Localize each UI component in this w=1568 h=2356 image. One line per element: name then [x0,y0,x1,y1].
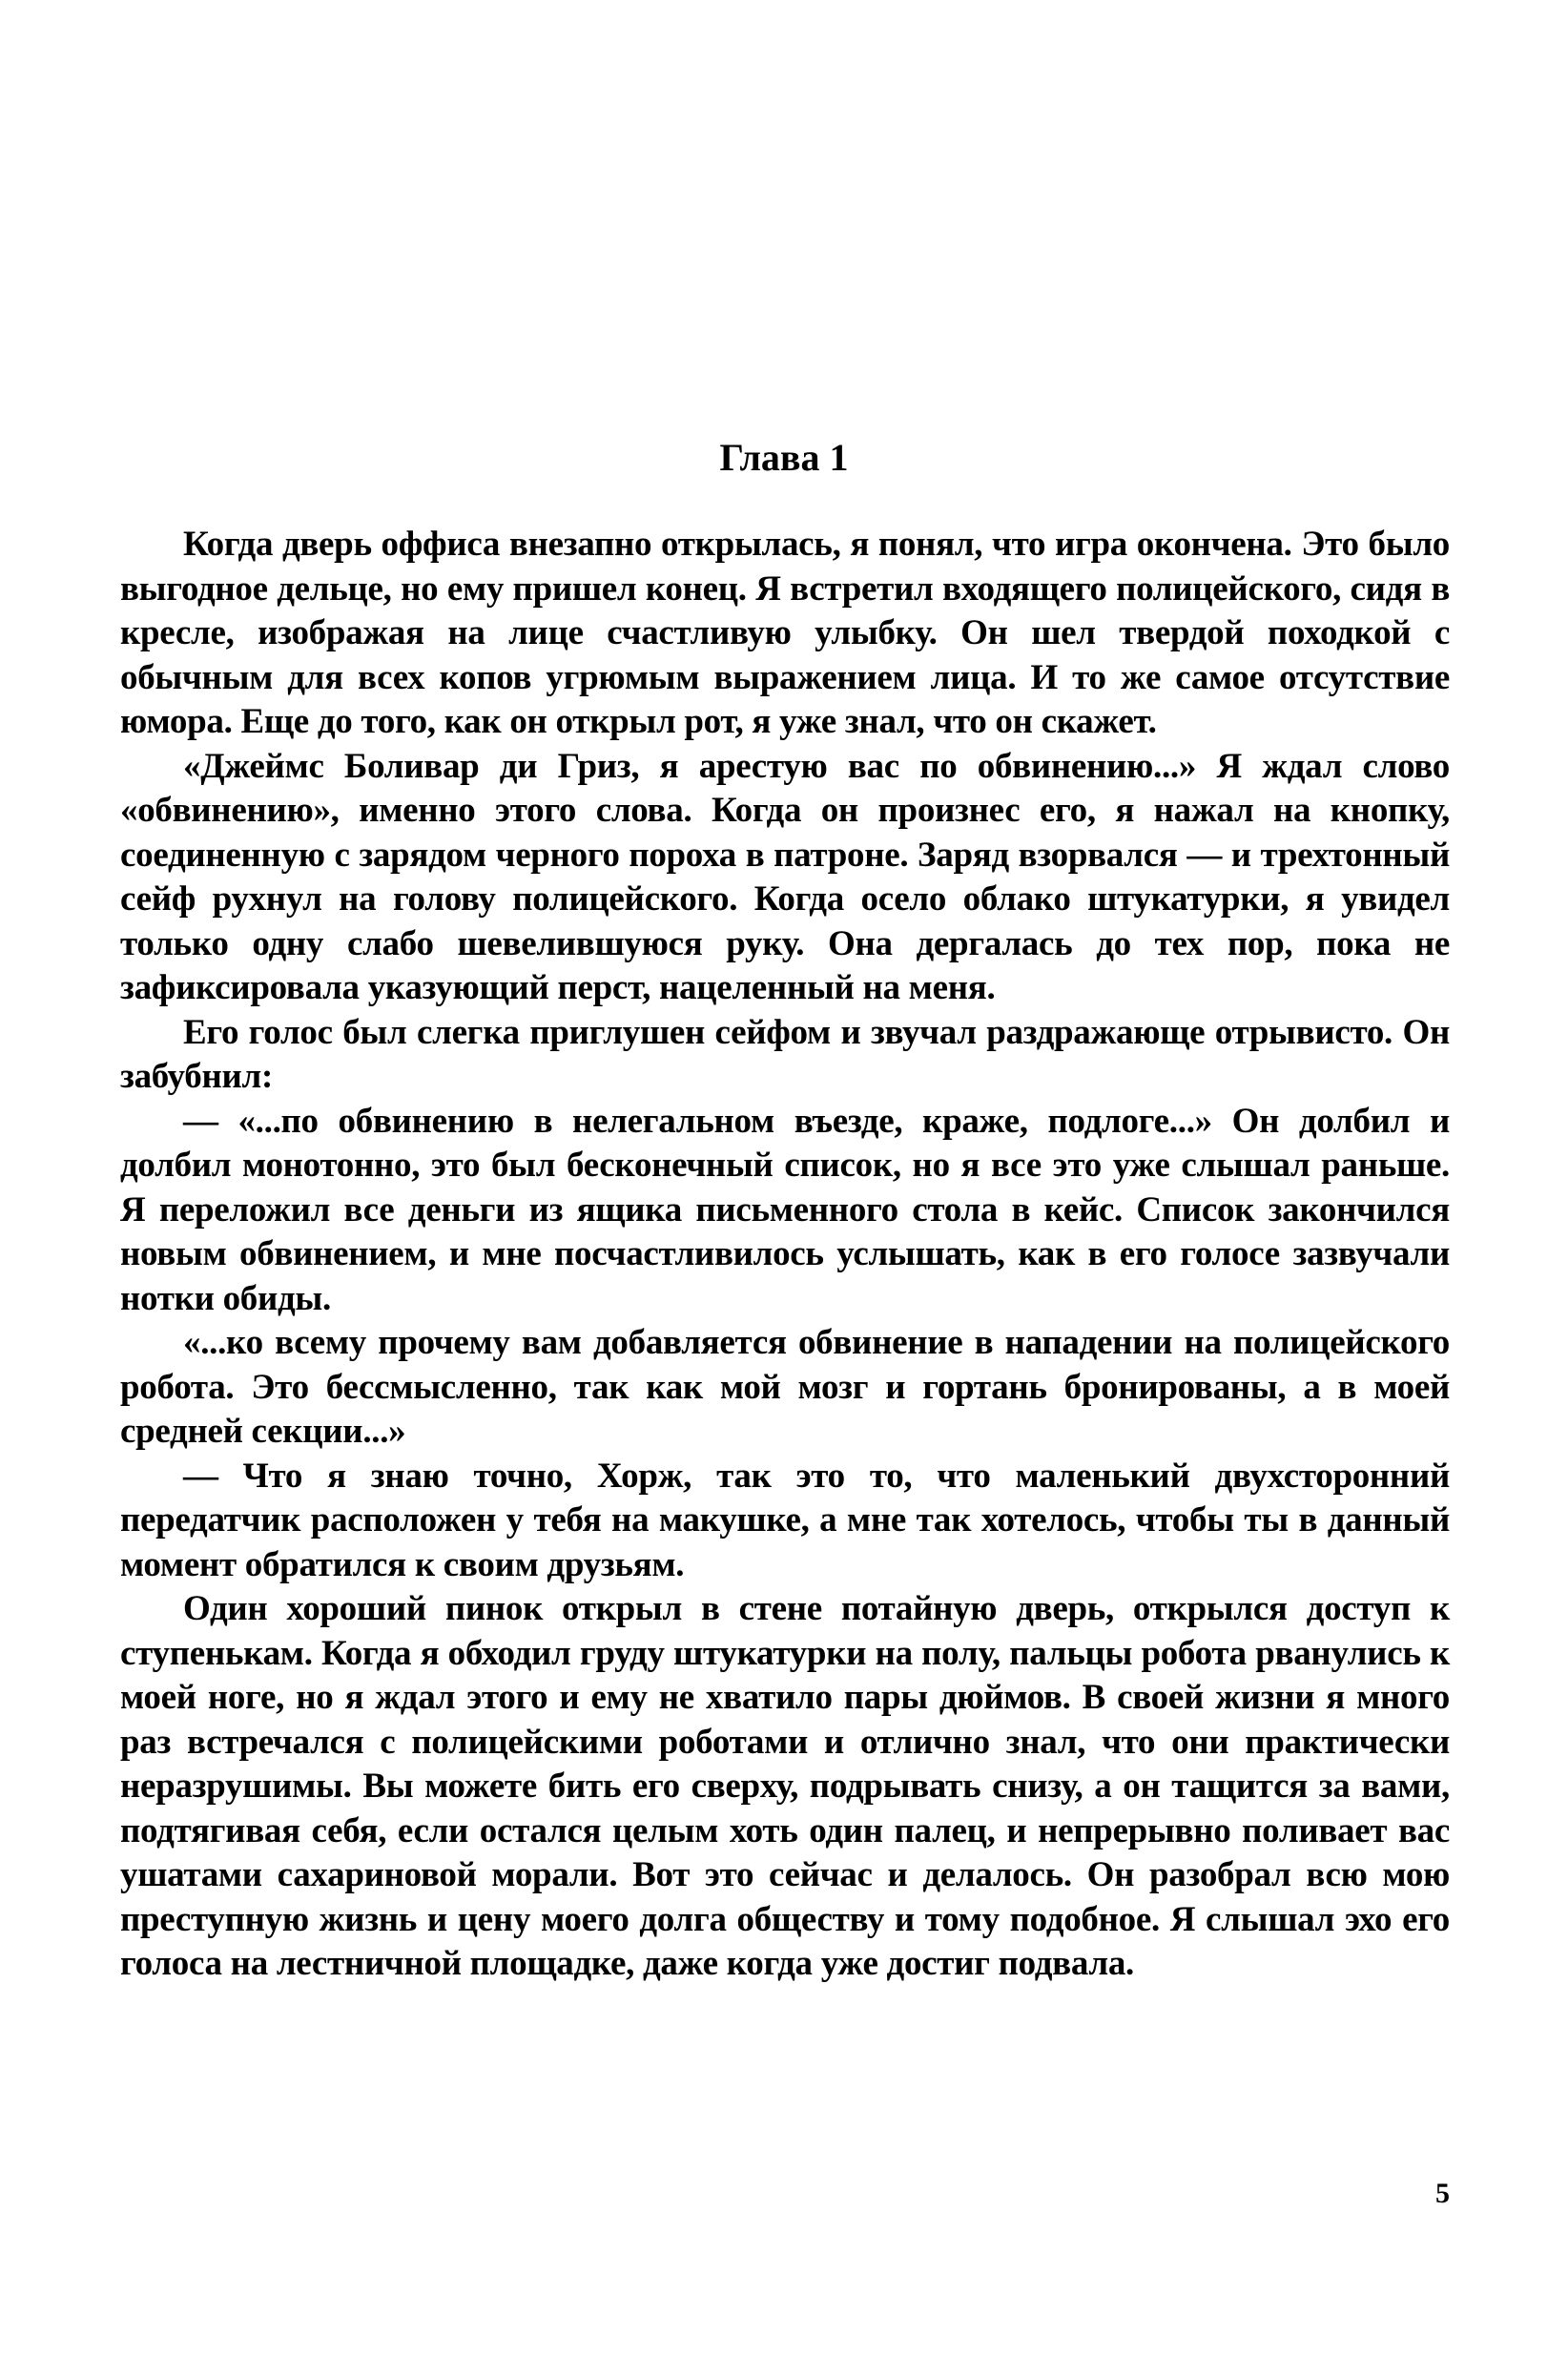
paragraph: Его голос был слегка приглушен сейфом и звучал раздражающе отрывисто. Он забубнил: [120,1012,1450,1096]
paragraph: Один хороший пинок открыл в стене потайную дверь, открылся доступ к ступенькам. Когда я обходил груду штукатурки на полу, пальцы робота рванулись к моей ноге, но я ждал этого и ему не хватило пары дюймов. В своей жизни я много раз встречался с полицейскими роботами и отлично знал, что они практически неразрушимы. Вы можете бить его сверху, подрывать снизу, а он тащится за вами, подтягивая себя, если остался целым хоть один палец, и непрерывно поливает вас ушатами сахариновой морали. Вот это сейчас и делалось. Он разобрал всю мою преступную жизнь и цену моего долга обществу и тому подобное. Я слышал эхо его голоса на лестничной площадке, даже когда уже достиг подвала. [120,1589,1450,1983]
chapter-title: Глава 1 [719,436,849,479]
paragraph: «...ко всему прочему вам добавляется обвинение в нападении на полицейского робота. Это бессмысленно, так как мой мозг и гортань бронированы, а в моей средней секции...» [120,1323,1450,1451]
page-number: 5 [1435,2178,1450,2209]
paragraph: — Что я знаю точно, Хорж, так это то, что маленький двухсторонний передатчик расположен у тебя на макушке, а мне так хотелось, чтобы ты в данный момент обратился к своим друзьям. [120,1456,1450,1584]
paragraph: — «...по обвинению в нелегальном въезде, краже, подлоге...» Он долбил и долбил монотонно, это был бесконечный список, но я все это уже слышал раньше. Я переложил все деньги из ящика письменного стола в кейс. Список закончился новым обвинением, и мне посчастливилось услышать, как в его голосе зазвучали нотки обиды. [120,1101,1450,1318]
chapter-body [120,523,1450,1987]
paragraph: «Джеймс Боливар ди Гриз, я арестую вас по обвинению...» Я ждал слово «обвинению», именно этого слова. Когда он произнес его, я нажал на кнопку, соединенную с зарядом черного пороха в патроне. Заряд взорвался — и трехтонный сейф рухнул на голову полицейского. Когда осело облако штукатурки, я увидел только одну слабо шевелившуюся руку. Она дергалась до тех пор, пока не зафиксировала указующий перст, нацеленный на меня. [120,746,1450,1007]
paragraph: Когда дверь оффиса внезапно открылась, я понял, что игра окончена. Это было выгодное дельце, но ему пришел конец. Я встретил входящего полицейского, сидя в кресле, изображая на лице счастливую улыбку. Он шел твердой походкой с обычным для всех копов угрюмым выражением лица. И то же самое отсутствие юмора. Еще до того, как он открыл рот, я уже знал, что он скажет. [120,525,1450,741]
